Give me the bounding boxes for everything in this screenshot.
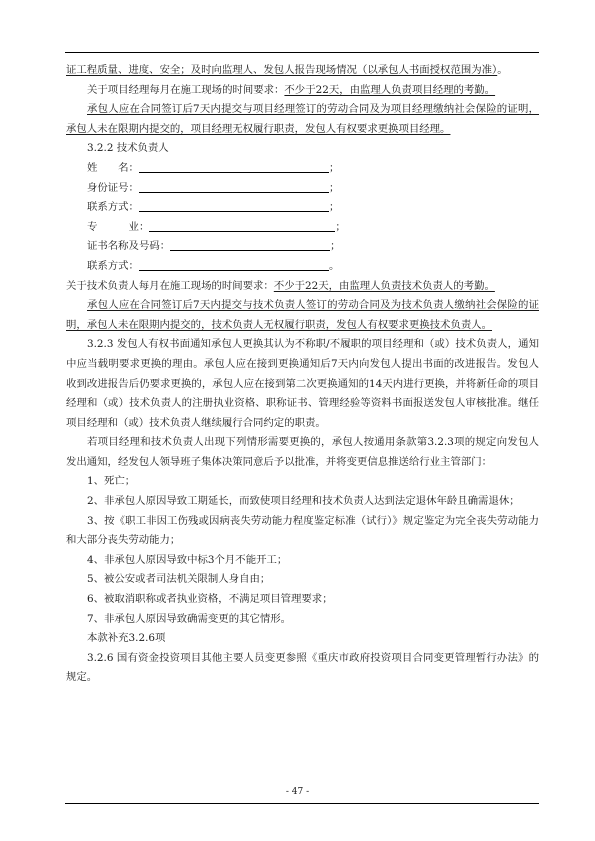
field-label: 联系方式：	[87, 201, 139, 214]
field-end: ；	[328, 201, 340, 214]
major-blank	[149, 218, 335, 232]
field-end: 。	[328, 259, 340, 272]
list-item: 7、非承包人原因导致确需变更的其它情形。	[87, 612, 292, 625]
list-item: 1、死亡；	[87, 475, 136, 488]
paragraph-pm-attendance	[66, 81, 539, 101]
page-number: - 47 -	[285, 787, 310, 797]
paragraph-3-2-3: 3.2.3 发包人有权书面通知承包人更换其认为不称职/不履职的项目经理和（或）技术负责人，通知中应当载明要求更换的理由。承包人应在接到更换通知后7天内向发包人提出书面的改进报告。发包人收到改进报告后仍要求更换的，承包人应在接到第二次更换通知的14天内进行更换，并将新任命的项目经理和（或）技术负责人的注册执业资格、职称证书、管理经验等资料书面报送发包人审核批准。继任项目经理和（或）技术负责人继续履行合同约定的职责。	[66, 338, 539, 429]
contact-blank	[139, 257, 329, 271]
supplement-note: 本款补充3.2.6项	[87, 632, 166, 645]
field-contact-2	[66, 257, 539, 277]
contact-blank	[139, 198, 329, 212]
field-end: ；	[330, 240, 341, 253]
field-id-number	[66, 179, 539, 199]
paragraph-3-2-6: 3.2.6 国有资金投资项目其他主要人员变更参照《重庆市政府投资项目合同变更管理暂行办法》的规定。	[66, 651, 539, 684]
paragraph-replacement-conditions: 若项目经理和技术负责人出现下列情形需要更换的，承包人按通用条款第3.2.3项的规定向发包人发出通知，经发包人领导班子集体决策同意后予以批准，并将变更信息推送给行业主管部门：	[66, 436, 539, 468]
list-item: 6、被取消职称或者执业资格，不满足项目管理要求；	[87, 593, 333, 606]
page-body	[66, 61, 539, 688]
paragraph-tech-contract: 承包人应在合同签订后7天内提交与技术负责人签订的劳动合同及为技术负责人缴纳社会保险的证明，承包人未在限期内提交的，技术负责人无权履行职责，发包人有权要求更换技术负责人。	[66, 299, 539, 331]
header-rule	[65, 52, 539, 53]
field-contact	[66, 198, 539, 218]
paragraph-tech-attendance	[66, 277, 539, 297]
list-item: 2、非承包人原因导致工期延长，而致使项目经理和技术负责人达到法定退休年龄且确需退休；	[87, 495, 520, 508]
field-label: 专 业：	[87, 220, 150, 233]
paragraph-continuation	[66, 61, 539, 81]
field-major	[66, 218, 539, 238]
text: 。	[497, 64, 508, 76]
text: 关于技术负责人每月在施工现场的时间要求：	[66, 279, 274, 292]
field-label: 姓 名：	[87, 161, 139, 174]
field-label: 联系方式：	[87, 259, 139, 272]
underlined-text: 不少于22天，由监理人负责技术负责人的考勤。	[273, 279, 495, 292]
section-heading-3-2-2: 3.2.2 技术负责人	[87, 142, 169, 155]
footer-rule	[65, 803, 539, 804]
field-name	[66, 159, 539, 179]
paragraph-pm-contract: 承包人应在合同签订后7天内提交与项目经理签订的劳动合同及为项目经理缴纳社会保险的证明，承包人未在限期内提交的，项目经理无权履行职责，发包人有权要求更换项目经理。	[66, 103, 539, 135]
underlined-text: 证工程质量、进度、安全；及时向监理人、发包人报告现场情况（以承包人书面授权范围为准）	[66, 64, 498, 76]
list-item: 5、被公安或者司法机关限制人身自由；	[87, 573, 271, 586]
field-certificate	[66, 237, 539, 257]
certificate-blank	[170, 237, 330, 251]
list-item: 3、按《职工非因工伤残或因病丧失劳动能力程度鉴定标准（试行）》规定鉴定为完全丧失劳动能力和大部分丧失劳动能力；	[66, 514, 539, 547]
list-item: 4、非承包人原因导致中标3个月不能开工；	[87, 553, 288, 566]
text: 关于项目经理每月在施工现场的时间要求：	[87, 83, 285, 96]
field-end: ；	[328, 181, 340, 194]
field-end: ；	[328, 161, 340, 174]
field-label: 身份证号：	[87, 181, 139, 194]
id-number-blank	[139, 179, 329, 193]
field-end: ；	[335, 220, 346, 233]
field-label: 证书名称及号码：	[87, 240, 171, 253]
underlined-text: 不少于22天，由监理人负责项目经理的考勤。	[284, 83, 496, 96]
name-blank	[139, 159, 329, 173]
